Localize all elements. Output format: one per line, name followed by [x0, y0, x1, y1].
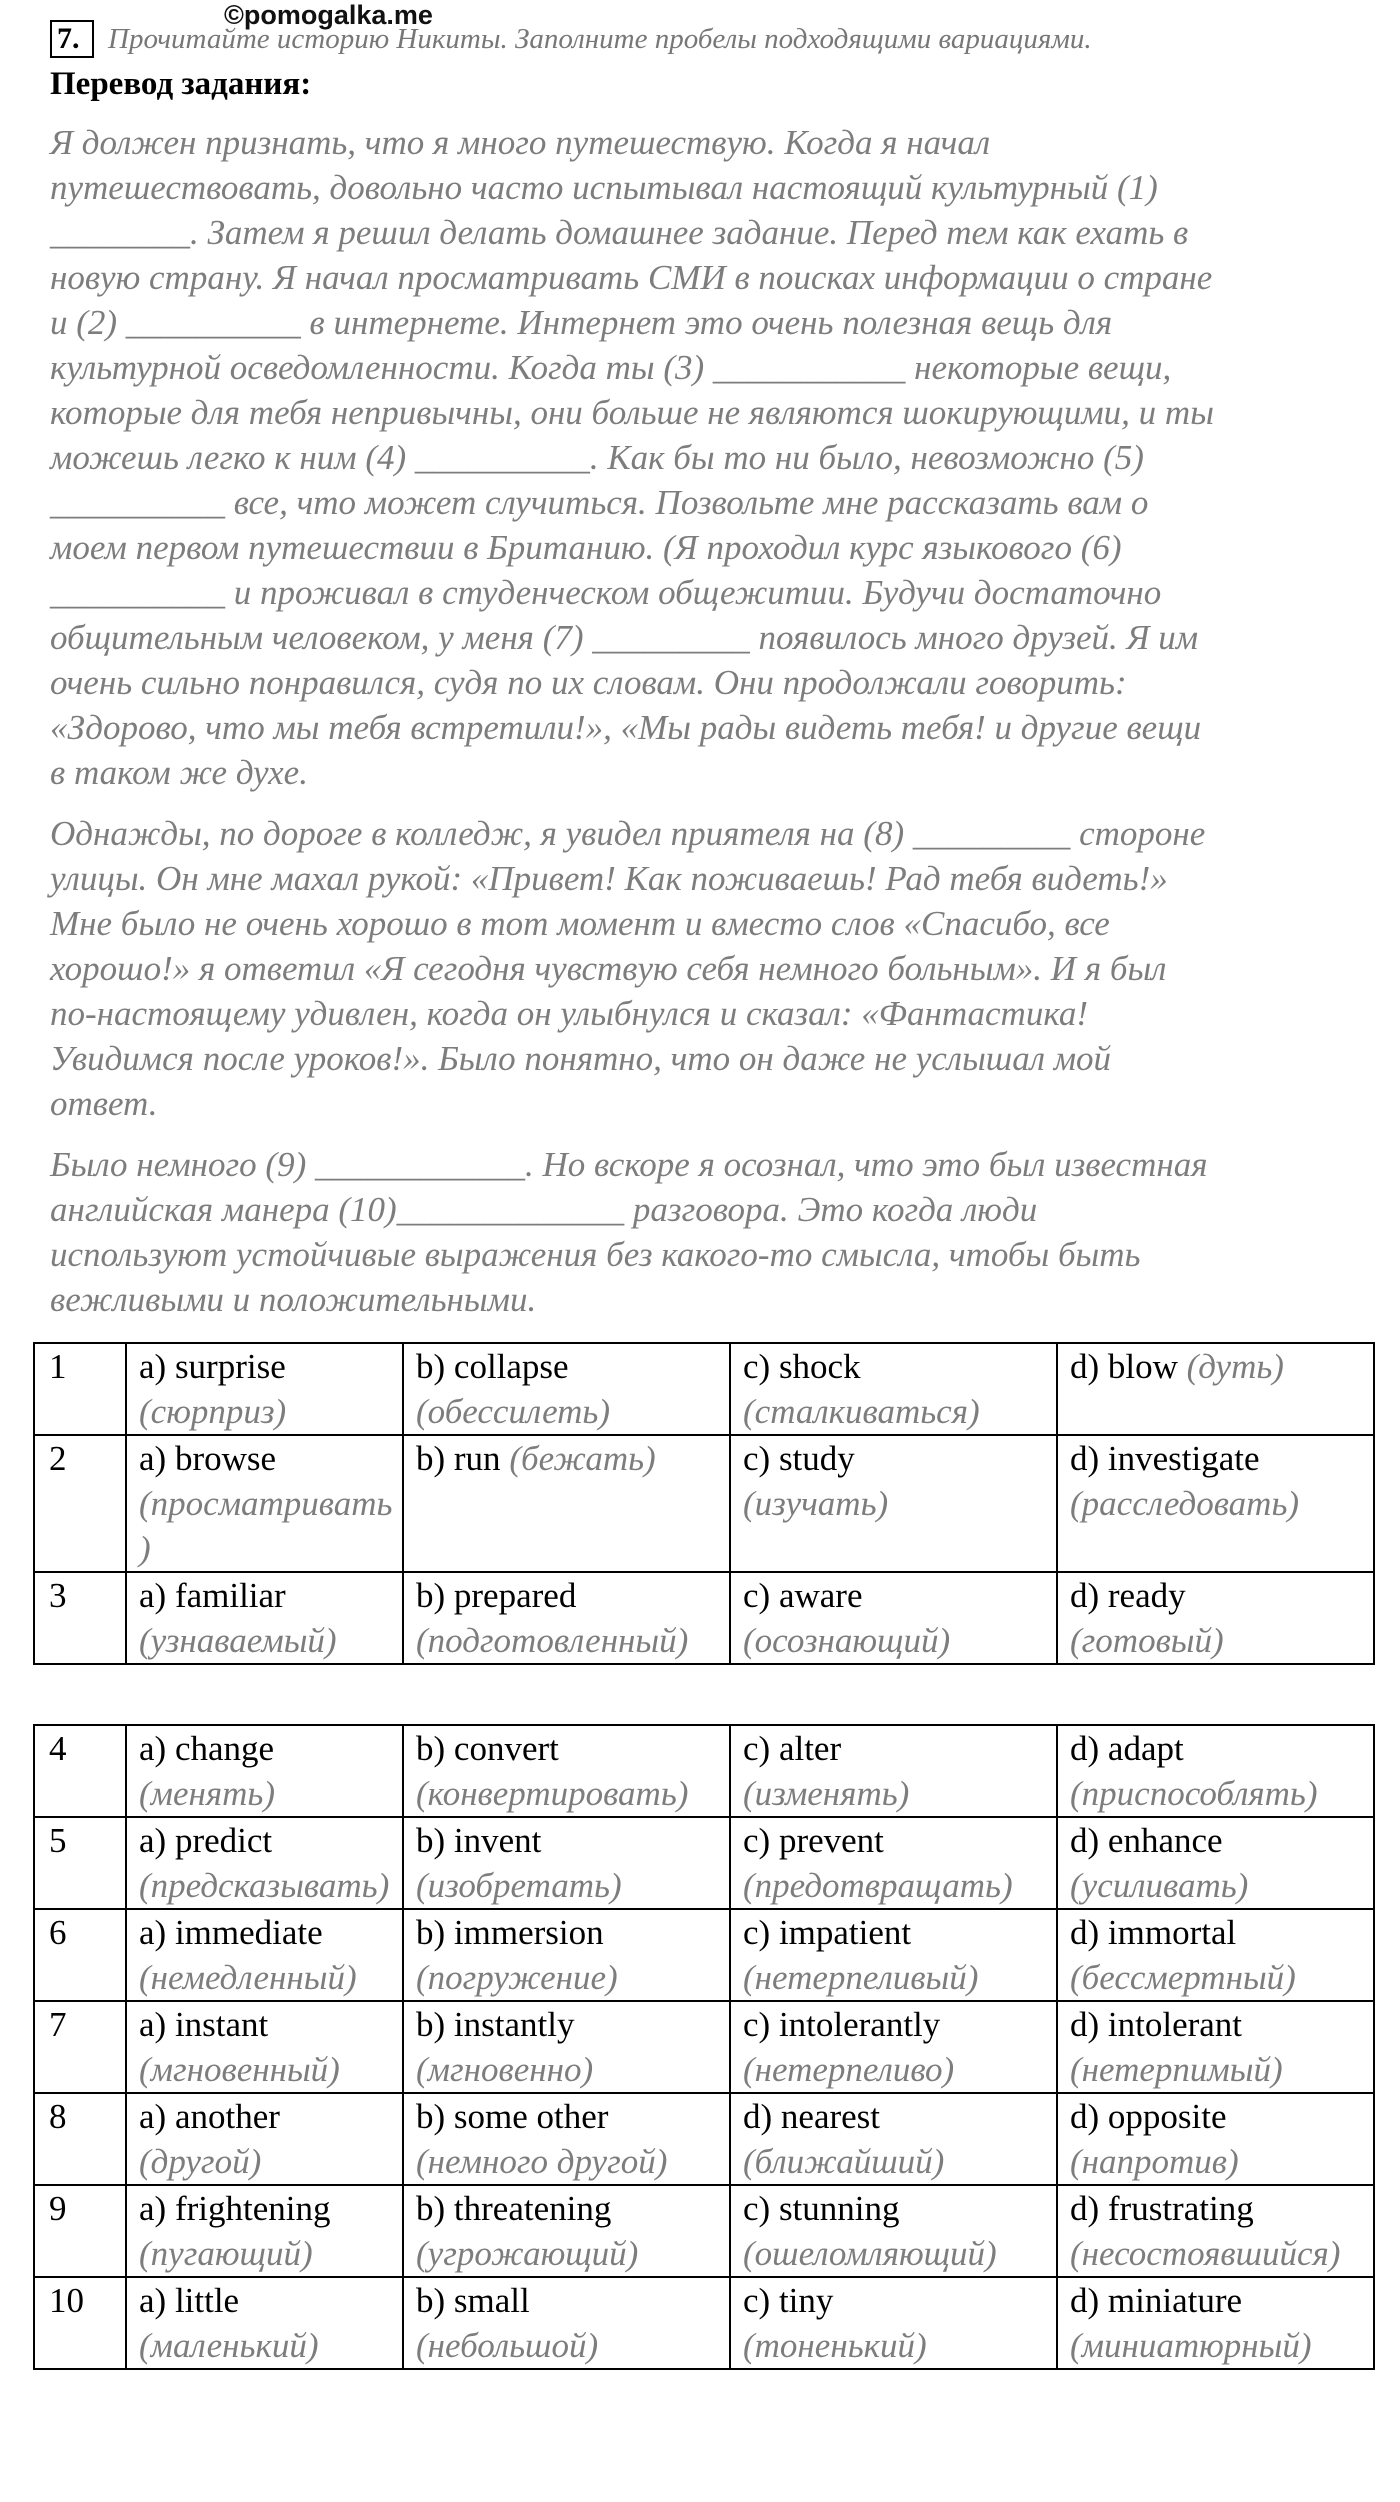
row-number: 7 [34, 2001, 126, 2093]
option-russian: (мгновенный) [139, 2050, 340, 2089]
option-russian: (немного другой) [416, 2142, 668, 2181]
option-english: d) opposite [1070, 2097, 1227, 2136]
option-cell [730, 1725, 1057, 1817]
option-russian: (бессмертный) [1070, 1958, 1296, 1997]
option-russian: (мгновенно) [416, 2050, 594, 2089]
option-english: d) frustrating [1070, 2189, 1254, 2228]
option-cell [730, 2093, 1057, 2185]
option-english: d) nearest [743, 2097, 881, 2136]
option-english: c) intolerantly [743, 2005, 941, 2044]
option-english: a) little [139, 2281, 240, 2320]
option-english: d) intolerant [1070, 2005, 1243, 2044]
option-cell [403, 2185, 730, 2277]
option-cell [1057, 1725, 1374, 1817]
option-russian: (готовый) [1070, 1621, 1224, 1660]
row-number: 2 [34, 1435, 126, 1572]
task-number: 7. [50, 20, 94, 58]
option-russian: (подготовленный) [416, 1621, 689, 1660]
option-english: a) immediate [139, 1913, 323, 1952]
option-english: b) some other [416, 2097, 609, 2136]
option-cell [126, 2093, 403, 2185]
option-cell [1057, 2093, 1374, 2185]
options-table-2 [33, 1724, 1375, 2370]
option-cell [403, 1817, 730, 1909]
row-number: 6 [34, 1909, 126, 2001]
option-cell [126, 1572, 403, 1664]
option-english: c) alter [743, 1729, 842, 1768]
option-cell [403, 1343, 730, 1435]
option-russian: (предсказывать) [139, 1866, 390, 1905]
options-table-1 [33, 1342, 1375, 1665]
option-russian: (нетерпимый) [1070, 2050, 1283, 2089]
option-russian: (сюрприз) [139, 1392, 287, 1431]
task-header [50, 20, 1390, 62]
option-cell [126, 1909, 403, 2001]
option-russian: (маленький) [139, 2326, 319, 2365]
option-cell [1057, 1572, 1374, 1664]
table-row [34, 1725, 1374, 1817]
option-english: a) surprise [139, 1347, 286, 1386]
option-english: a) predict [139, 1821, 273, 1860]
option-russian: (дуть) [1186, 1347, 1284, 1386]
option-english: b) collapse [416, 1347, 569, 1386]
table-row [34, 1343, 1374, 1435]
option-english: a) familiar [139, 1576, 286, 1615]
option-russian: (тоненький) [743, 2326, 927, 2365]
option-english: d) miniature [1070, 2281, 1243, 2320]
option-english: b) threatening [416, 2189, 612, 2228]
option-russian: (узнаваемый) [139, 1621, 337, 1660]
table-row [34, 2277, 1374, 2369]
option-russian: (бежать) [509, 1439, 656, 1478]
option-cell [403, 1435, 730, 1572]
option-russian: (ближайший) [743, 2142, 945, 2181]
option-russian: (другой) [139, 2142, 262, 2181]
option-cell [730, 1343, 1057, 1435]
option-cell [126, 1725, 403, 1817]
option-russian: (осознающий) [743, 1621, 951, 1660]
option-cell [1057, 1435, 1374, 1572]
option-cell [126, 1343, 403, 1435]
option-english: b) prepared [416, 1576, 577, 1615]
option-russian: (изобретать) [416, 1866, 622, 1905]
option-russian: (усиливать) [1070, 1866, 1249, 1905]
option-russian: (небольшой) [416, 2326, 599, 2365]
option-english: a) change [139, 1729, 275, 1768]
option-russian: (сталкиваться) [743, 1392, 980, 1431]
option-russian: (миниатюрный) [1070, 2326, 1312, 2365]
option-english: b) invent [416, 1821, 542, 1860]
row-number: 9 [34, 2185, 126, 2277]
option-cell [126, 2185, 403, 2277]
option-russian: (угрожающий) [416, 2234, 639, 2273]
option-cell [1057, 2185, 1374, 2277]
task-instruction: Прочитайте историю Никиты. Заполните пробелы подходящими вариациями. [108, 23, 1092, 55]
row-number: 8 [34, 2093, 126, 2185]
option-english: c) study [743, 1439, 855, 1478]
option-russian: (изучать) [743, 1484, 889, 1523]
table-row [34, 1572, 1374, 1664]
option-english: c) prevent [743, 1821, 884, 1860]
option-english: c) shock [743, 1347, 861, 1386]
option-english: b) convert [416, 1729, 559, 1768]
row-number: 4 [34, 1725, 126, 1817]
option-cell [403, 1909, 730, 2001]
option-russian: (нетерпеливо) [743, 2050, 955, 2089]
translation-text [50, 120, 1370, 1322]
option-english: d) enhance [1070, 1821, 1223, 1860]
option-cell [126, 2277, 403, 2369]
option-russian: (обессилеть) [416, 1392, 611, 1431]
option-english: d) investigate [1070, 1439, 1260, 1478]
option-cell [403, 1725, 730, 1817]
option-russian: (несостоявшийся) [1070, 2234, 1341, 2273]
option-english: b) run [416, 1439, 501, 1478]
option-english: b) small [416, 2281, 530, 2320]
translation-paragraph: Однажды, по дороге в колледж, я увидел приятеля на (8) _________ стороне улицы. Он мне махал рукой: «Привет! Как поживаешь! Рад тебя видеть!» Мне было не очень хорошо в тот момент и вместо слов «Спасибо, все хорошо!» я ответил «Я сегодня чувствую себя немного больным». И я был по-настоящему удивлен, когда он улыбнулся и сказал: «Фантастика! Увидимся после уроков!». Было понятно, что он даже не услышал мой ответ. [50, 814, 1206, 1123]
option-cell [403, 2093, 730, 2185]
option-cell [1057, 1343, 1374, 1435]
option-russian: (погружение) [416, 1958, 618, 1997]
option-cell [403, 1572, 730, 1664]
table-row [34, 1909, 1374, 2001]
option-russian: (просматривать) [139, 1484, 393, 1568]
option-english: d) immortal [1070, 1913, 1237, 1952]
option-cell [403, 2001, 730, 2093]
option-cell [126, 1817, 403, 1909]
option-english: b) instantly [416, 2005, 575, 2044]
option-cell [730, 1817, 1057, 1909]
option-english: b) immersion [416, 1913, 604, 1952]
option-cell [1057, 1909, 1374, 2001]
table-row [34, 2185, 1374, 2277]
translation-paragraph: Было немного (9) ____________. Но вскоре я осознал, что это был известная английская манера (10)_____________ разговора. Это когда люди используют устойчивые выражения без какого-то смысла, чтобы быть вежливыми и положительными. [50, 1145, 1208, 1319]
option-english: d) adapt [1070, 1729, 1184, 1768]
option-russian: (расследовать) [1070, 1484, 1300, 1523]
option-russian: (нетерпеливый) [743, 1958, 979, 1997]
translation-heading: Перевод задания: [50, 66, 312, 102]
row-number: 10 [34, 2277, 126, 2369]
option-russian: (изменять) [743, 1774, 910, 1813]
option-cell [1057, 2277, 1374, 2369]
option-cell [730, 1435, 1057, 1572]
option-english: a) another [139, 2097, 280, 2136]
translation-paragraph: Я должен признать, что я много путешествую. Когда я начал путешествовать, довольно часто испытывал настоящий культурный (1) ________. Затем я решил делать домашнее задание. Перед тем как ехать в новую страну. Я начал просматривать СМИ в поисках информации о стране и (2) __________ в интернете. Интернет это очень полезная вещь для культурной осведомленности. Когда ты (3) ___________ некоторые вещи, которые для тебя непривычны, они больше не являются шокирующими, и ты можешь легко к ним (4) __________. Как бы то ни было, невозможно (5) __________ все, что может случиться. Позвольте мне рассказать вам о моем первом путешествии в Британию. (Я проходил курс языкового (6) __________ и проживал в студенческом общежитии. Будучи достаточно общительным человеком, у меня (7) _________ появилось много друзей. Я им очень сильно понравился, судя по их словам. Они продолжали говорить: «Здорово, что мы тебя встретили!», «Мы рады видеть тебя! и другие вещи в таком же духе. [50, 123, 1214, 792]
row-number: 1 [34, 1343, 126, 1435]
option-cell [730, 2277, 1057, 2369]
option-cell [730, 1909, 1057, 2001]
option-russian: (предотвращать) [743, 1866, 1013, 1905]
option-english: c) tiny [743, 2281, 834, 2320]
option-russian: (менять) [139, 1774, 276, 1813]
option-english: c) stunning [743, 2189, 900, 2228]
table-row [34, 2093, 1374, 2185]
option-cell [126, 2001, 403, 2093]
option-cell [403, 2277, 730, 2369]
option-russian: (приспособлять) [1070, 1774, 1318, 1813]
option-english: c) aware [743, 1576, 863, 1615]
row-number: 5 [34, 1817, 126, 1909]
option-english: d) blow [1070, 1347, 1178, 1386]
option-cell [730, 2001, 1057, 2093]
option-english: d) ready [1070, 1576, 1186, 1615]
option-russian: (напротив) [1070, 2142, 1239, 2181]
option-cell [1057, 2001, 1374, 2093]
option-cell [126, 1435, 403, 1572]
row-number: 3 [34, 1572, 126, 1664]
option-cell [730, 2185, 1057, 2277]
option-english: a) frightening [139, 2189, 331, 2228]
option-cell [730, 1572, 1057, 1664]
option-cell [1057, 1817, 1374, 1909]
option-russian: (немедленный) [139, 1958, 357, 1997]
table-row [34, 2001, 1374, 2093]
site-watermark: ©pomogalka.me [224, 0, 433, 30]
table-row [34, 1435, 1374, 1572]
option-english: a) instant [139, 2005, 269, 2044]
option-english: c) impatient [743, 1913, 912, 1952]
option-russian: (конвертировать) [416, 1774, 689, 1813]
option-russian: (пугающий) [139, 2234, 313, 2273]
table-row [34, 1817, 1374, 1909]
option-russian: (ошеломляющий) [743, 2234, 997, 2273]
option-english: a) browse [139, 1439, 277, 1478]
